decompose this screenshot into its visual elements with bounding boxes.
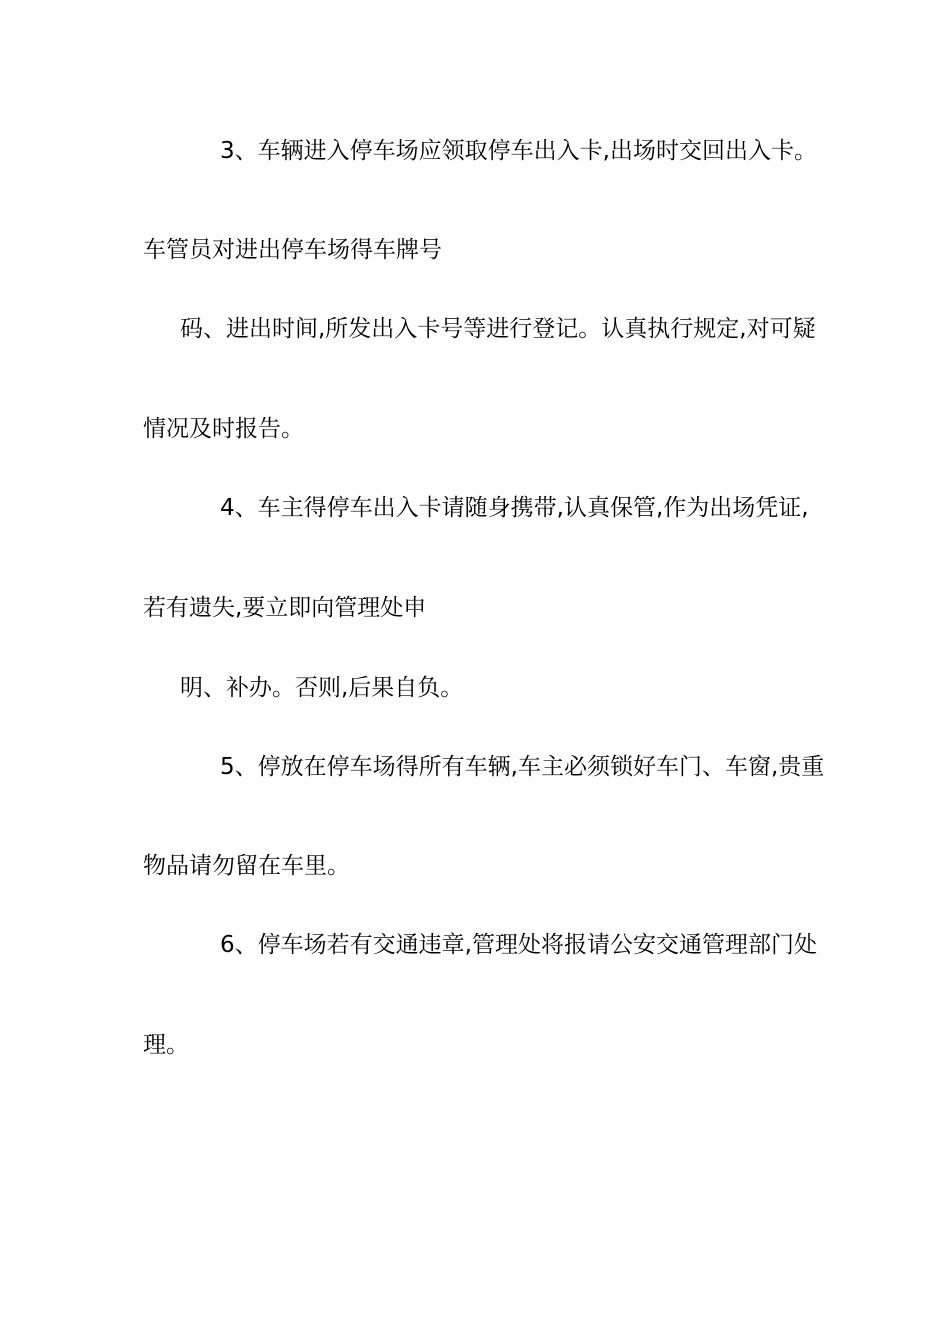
rule-4-line-1: 4、车主得停车出入卡请随身携带,认真保管,作为出场凭证,: [220, 495, 809, 521]
rule-3-line-1: 3、车辆进入停车场应领取停车出入卡,出场时交回出入卡。: [220, 138, 817, 164]
rule-3-line-3: 码、进出时间,所发出入卡号等进行登记。认真执行规定,对可疑: [180, 316, 816, 342]
rule-3-line-4: 情况及时报告。: [143, 416, 304, 442]
rule-5-line-1: 5、停放在停车场得所有车辆,车主必须锁好车门、车窗,贵重: [220, 754, 825, 780]
rule-4-line-3: 明、补办。否则,后果自负。: [180, 675, 464, 701]
rule-5-line-2: 物品请勿留在车里。: [143, 853, 350, 879]
rule-3-line-2: 车管员对进出停车场得车牌号: [143, 237, 442, 263]
rule-4-line-2: 若有遗失,要立即向管理处申: [143, 595, 427, 621]
rule-6-line-1: 6、停车场若有交通违章,管理处将报请公安交通管理部门处: [220, 932, 817, 958]
rule-6-line-2: 理。: [143, 1032, 189, 1058]
